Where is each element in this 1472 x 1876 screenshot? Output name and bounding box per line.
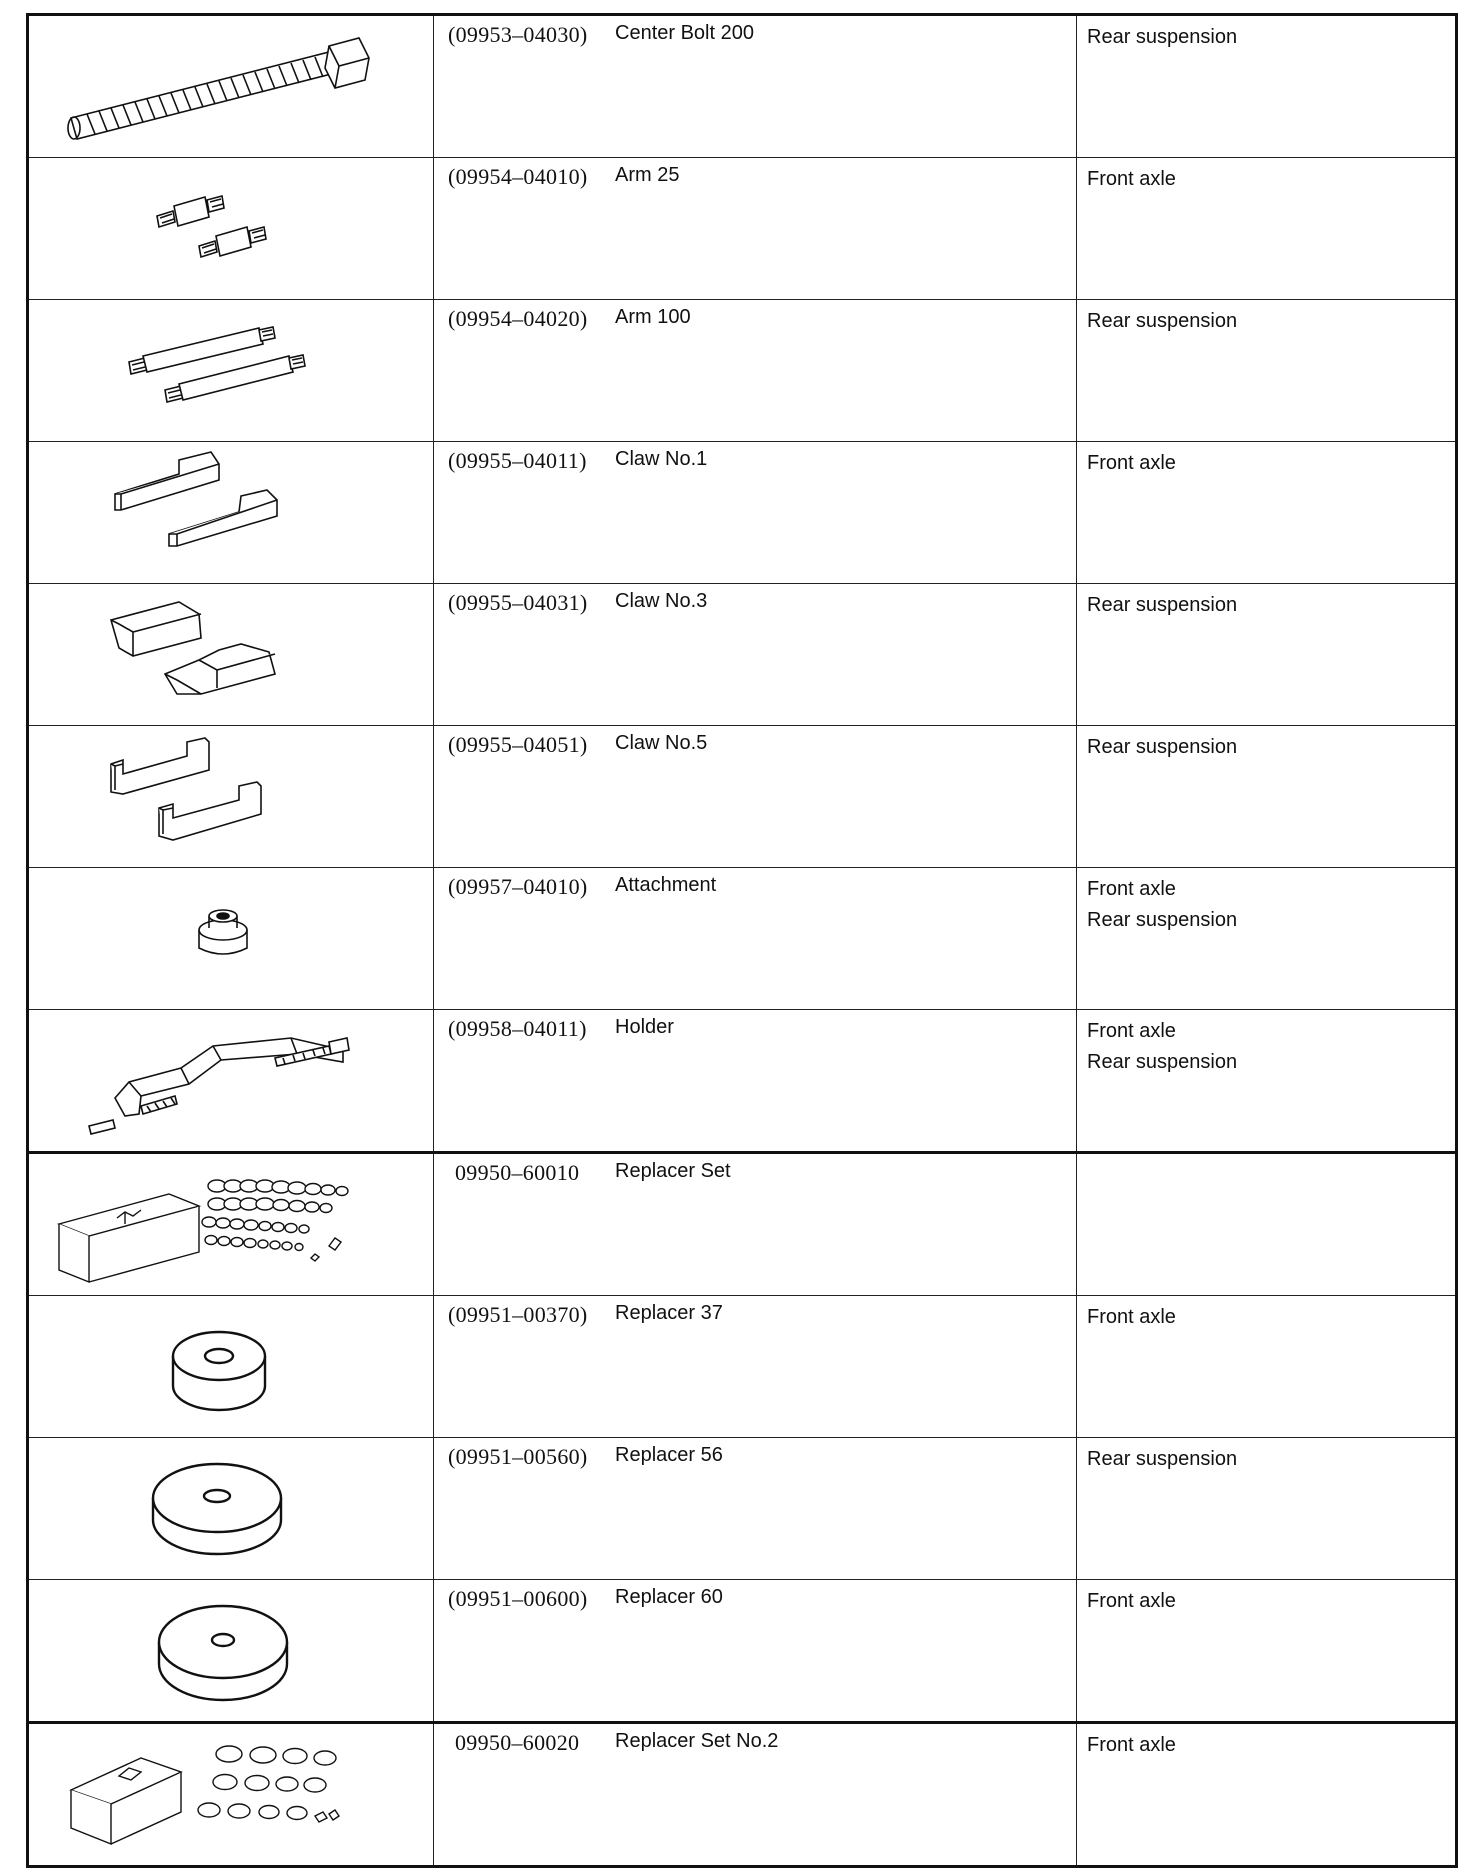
holder-icon	[29, 1010, 435, 1151]
part-number: (09958–04011)	[448, 1016, 587, 1041]
table-row	[28, 1153, 1457, 1296]
part-number: (09954–04020)	[448, 306, 588, 331]
table-row	[28, 1580, 1457, 1723]
table-row	[28, 1010, 1457, 1153]
use-location: Front axle	[1087, 452, 1176, 474]
part-number: 09950–60020	[455, 1730, 580, 1755]
center-bolt-icon	[29, 16, 435, 157]
claw-no5-icon	[29, 726, 435, 867]
table-row	[28, 300, 1457, 442]
use-location: Rear suspension	[1087, 736, 1238, 758]
use-location: Rear suspension	[1087, 594, 1238, 616]
table-row	[28, 1438, 1457, 1580]
table-row	[28, 15, 1457, 158]
special-service-tools-table	[26, 13, 1458, 1868]
use-location: Front axle	[1087, 1734, 1176, 1756]
claw-no1-icon	[29, 442, 435, 583]
claw-no3-icon	[29, 584, 435, 725]
part-name: Arm 25	[615, 164, 680, 186]
attachment-icon	[29, 868, 435, 1009]
use-location: Rear suspension	[1087, 310, 1238, 332]
part-number: (09955–04031)	[448, 590, 588, 615]
part-name: Arm 100	[615, 306, 691, 328]
part-number: (09955–04051)	[448, 732, 588, 757]
use-location: Front axle	[1087, 1590, 1176, 1612]
part-number: (09951–00600)	[448, 1586, 588, 1611]
part-number: (09951–00560)	[448, 1444, 588, 1469]
use-location: Rear suspension	[1087, 1448, 1238, 1470]
use-location: Front axle	[1087, 878, 1176, 900]
replacer-37-icon	[29, 1296, 435, 1437]
replacer-set-no2-icon	[29, 1724, 435, 1865]
part-number: (09955–04011)	[448, 448, 587, 473]
replacer-56-icon	[29, 1438, 435, 1579]
table-row	[28, 726, 1457, 868]
part-name: Claw No.1	[615, 448, 708, 470]
use-location-empty	[1077, 1154, 1455, 1160]
short-arms-icon	[29, 158, 435, 299]
part-name: Replacer Set No.2	[615, 1730, 779, 1752]
part-number: (09954–04010)	[448, 164, 588, 189]
part-name: Attachment	[615, 874, 717, 896]
part-number: (09951–00370)	[448, 1302, 588, 1327]
part-name: Holder	[615, 1016, 674, 1038]
use-location: Rear suspension	[1087, 1051, 1238, 1073]
part-name: Claw No.3	[615, 590, 708, 612]
part-name: Claw No.5	[615, 732, 708, 754]
replacer-set-icon	[29, 1154, 435, 1295]
use-location: Rear suspension	[1087, 26, 1238, 48]
part-name: Replacer 60	[615, 1586, 723, 1608]
part-name: Replacer 56	[615, 1444, 723, 1466]
table-row	[28, 584, 1457, 726]
part-name: Replacer 37	[615, 1302, 723, 1324]
table-row	[28, 158, 1457, 300]
part-number: 09950–60010	[455, 1160, 580, 1185]
use-location: Front axle	[1087, 168, 1176, 190]
use-location: Front axle	[1087, 1306, 1176, 1328]
use-location: Rear suspension	[1087, 909, 1238, 931]
table-row	[28, 442, 1457, 584]
part-number: (09957–04010)	[448, 874, 588, 899]
table-row	[28, 1296, 1457, 1438]
replacer-60-icon	[29, 1580, 435, 1721]
long-arms-icon	[29, 300, 435, 441]
table-row	[28, 868, 1457, 1010]
part-name: Replacer Set	[615, 1160, 731, 1182]
table-row	[28, 1723, 1457, 1867]
use-location: Front axle	[1087, 1020, 1176, 1042]
part-number: (09953–04030)	[448, 22, 588, 47]
part-name: Center Bolt 200	[615, 22, 754, 44]
